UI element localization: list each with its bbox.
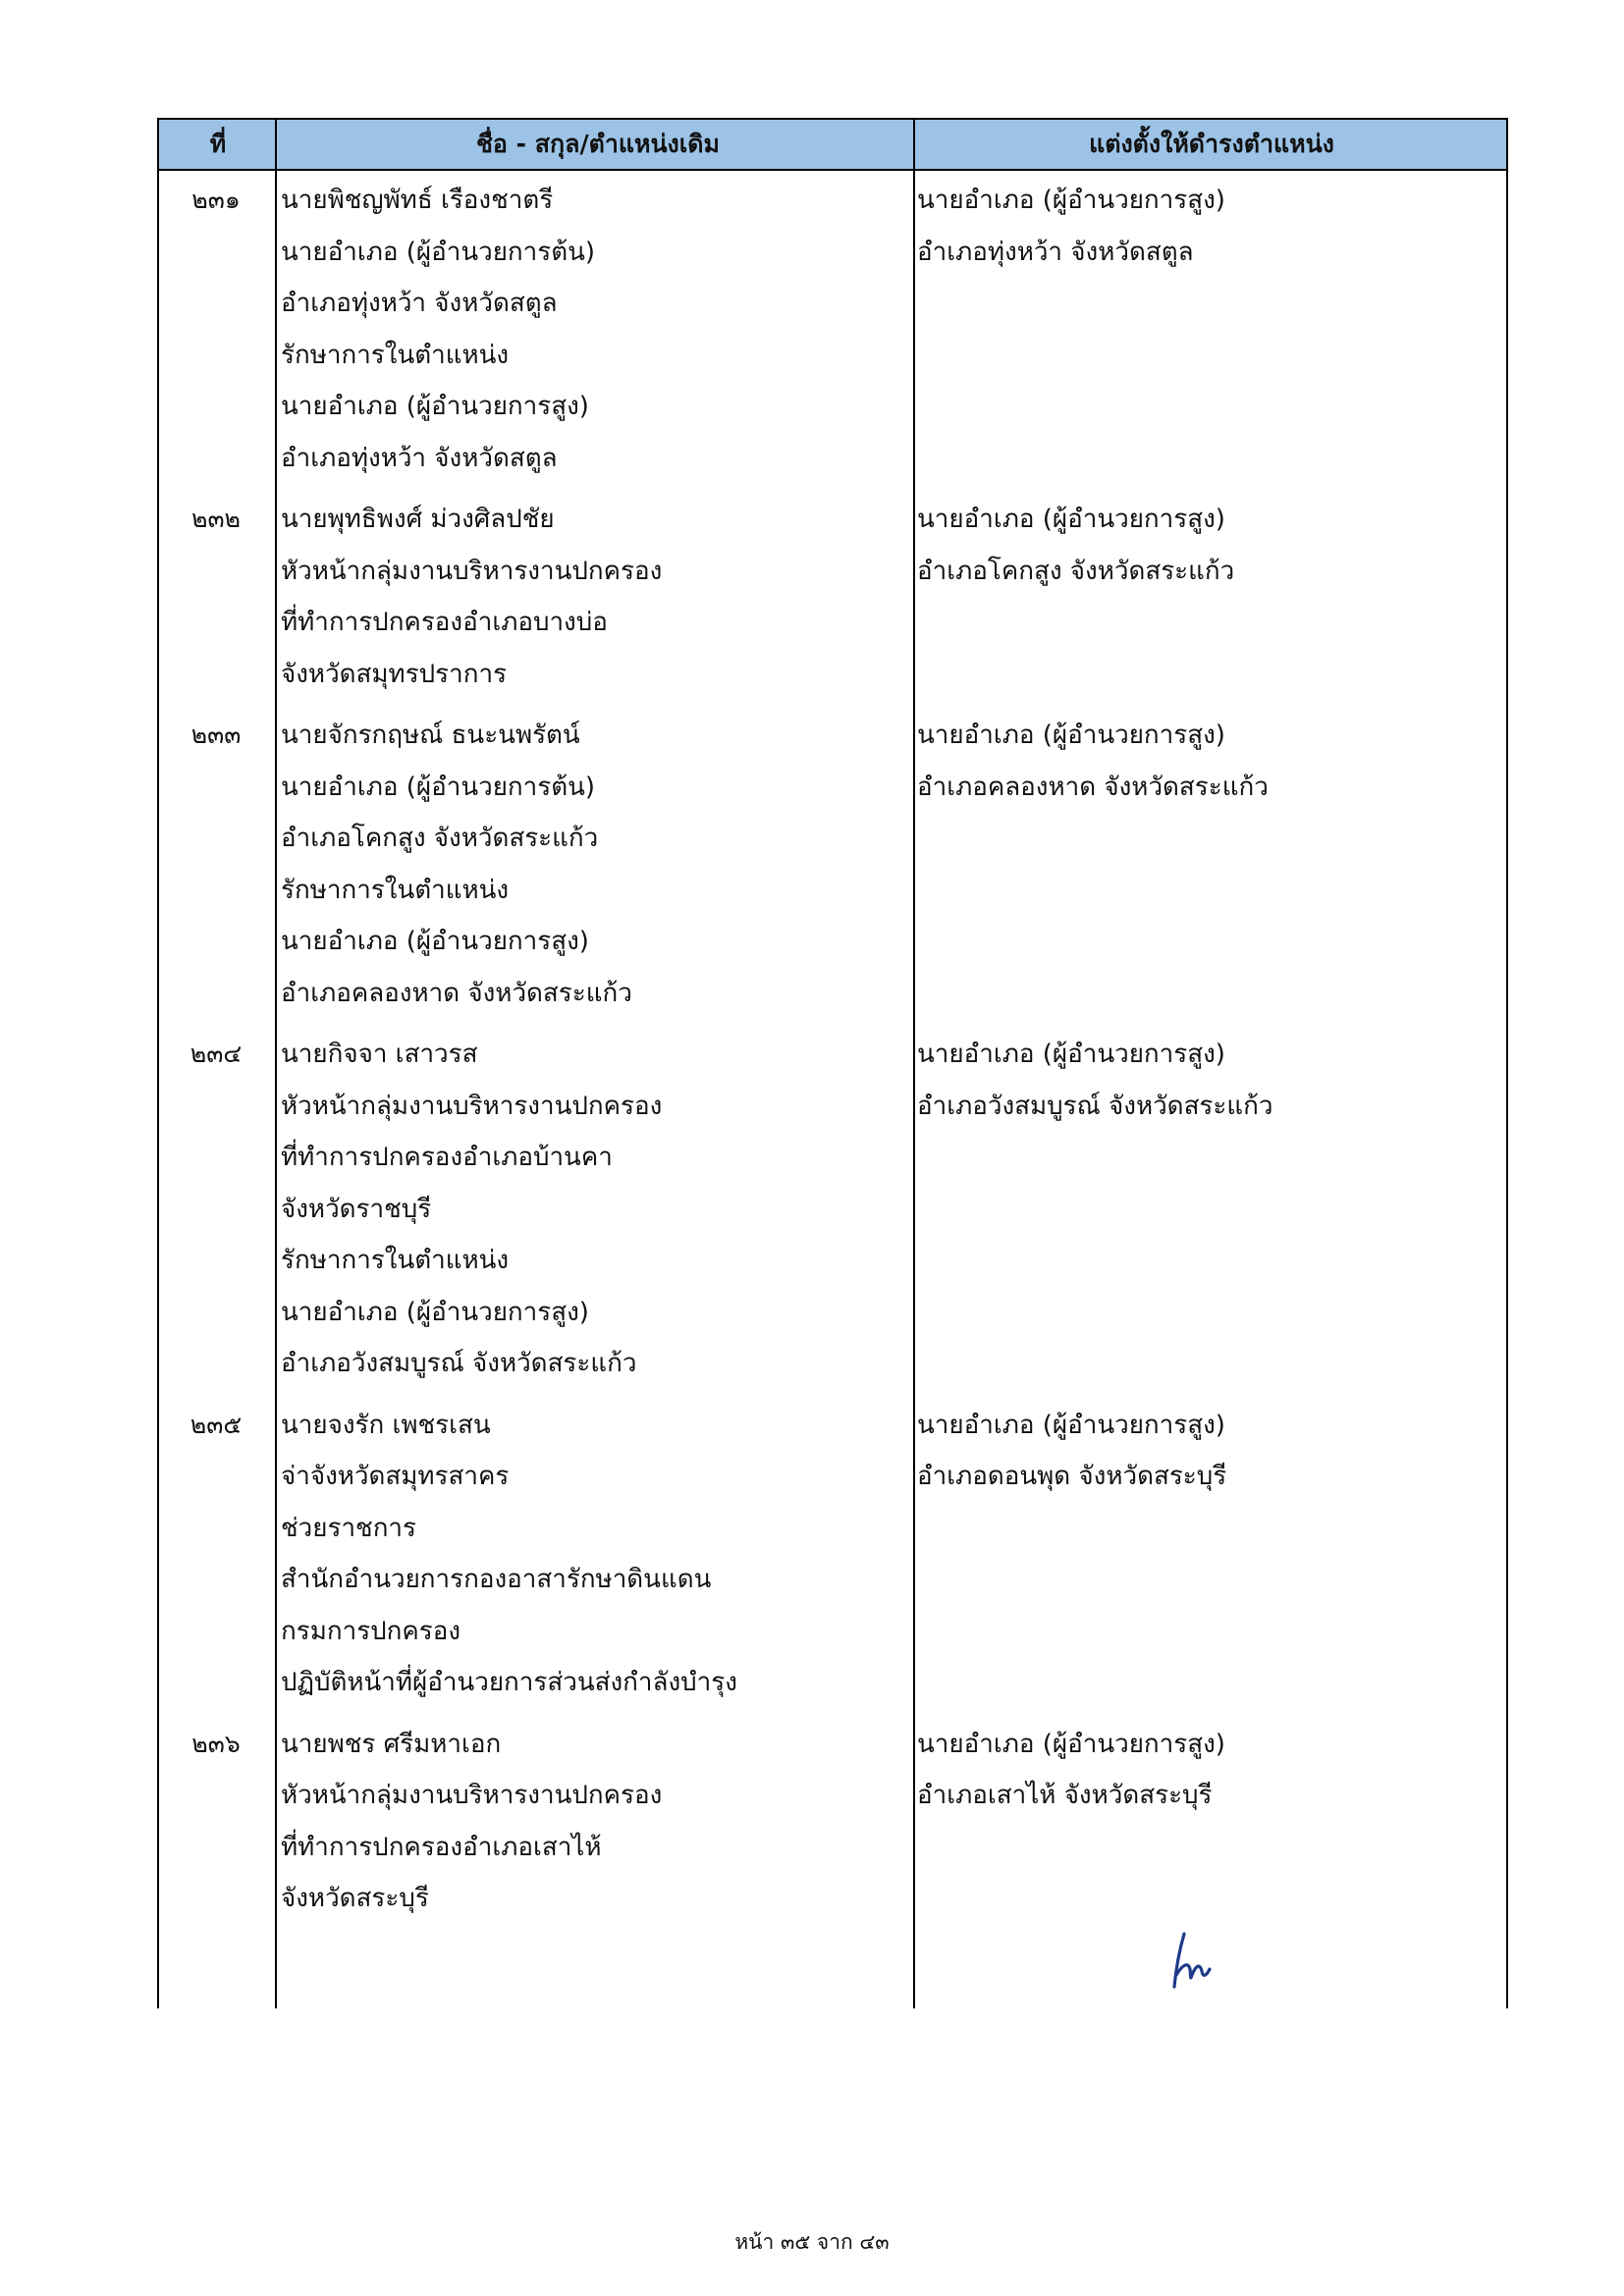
appointed-position-line: นายอำเภอ (ผู้อำนวยการสูง) (917, 186, 1225, 215)
old-position-line: ที่ทำการปกครองอำเภอบ้านคา (281, 1143, 613, 1172)
old-position-line: จังหวัดราชบุรี (281, 1194, 432, 1224)
old-position-line: นายอำเภอ (ผู้อำนวยการต้น) (281, 237, 596, 267)
old-position-line: อำเภอทุ่งหว้า จังหวัดสตูล (281, 443, 558, 473)
row-number: ๒๓๕ (189, 1410, 243, 1439)
old-position-line: จ่าจังหวัดสมุทรสาคร (281, 1462, 510, 1491)
old-position-line: นายพชร ศรีมหาเอก (281, 1729, 502, 1759)
appointed-position-line: นายอำเภอ (ผู้อำนวยการสูง) (917, 505, 1225, 534)
table-row (157, 1715, 1508, 1925)
appointed-position-line: อำเภอโคกสูง จังหวัดสระแก้ว (917, 556, 1235, 586)
old-position-line: หัวหน้ากลุ่มงานบริหารงานปกครอง (281, 1091, 663, 1121)
old-position-line: รักษาการในตำแหน่ง (281, 875, 510, 905)
header-no: ที่ (209, 130, 227, 158)
old-position-cell (281, 710, 899, 1019)
row-number: ๒๓๔ (189, 1040, 243, 1068)
old-position-line: รักษาการในตำแหน่ง (281, 340, 510, 370)
table-row (157, 490, 1508, 700)
old-position-cell (281, 175, 899, 484)
table-row (157, 171, 1508, 484)
appointed-position-cell (917, 175, 1496, 278)
row-number: ๒๓๓ (190, 721, 242, 749)
signature-mark (1170, 1926, 1229, 1995)
appointed-position-line: นายอำเภอ (ผู้อำนวยการสูง) (917, 721, 1225, 750)
appointment-table (157, 118, 1508, 2008)
appointed-position-line: อำเภอวังสมบูรณ์ จังหวัดสระแก้ว (917, 1091, 1273, 1121)
old-position-line: ที่ทำการปกครองอำเภอบางบ่อ (281, 608, 608, 637)
old-position-line: นายจักรกฤษณ์ ธนะนพรัตน์ (281, 721, 580, 750)
old-position-cell (281, 1029, 899, 1390)
row-number: ๒๓๑ (191, 186, 241, 214)
old-position-line: กรมการปกครอง (281, 1616, 461, 1646)
table-header (157, 118, 1508, 171)
old-position-line: นายอำเภอ (ผู้อำนวยการสูง) (281, 927, 589, 956)
table-body (157, 171, 1508, 1931)
old-position-line: นายพุทธิพงศ์ ม่วงศิลปชัย (281, 505, 555, 534)
old-position-cell (281, 1719, 899, 1925)
old-position-line: นายอำเภอ (ผู้อำนวยการสูง) (281, 1297, 589, 1327)
row-spacer (157, 1925, 1508, 1931)
row-number: ๒๓๒ (190, 505, 242, 533)
table-row (157, 1396, 1508, 1709)
table-row (157, 706, 1508, 1019)
appointed-position-cell (917, 710, 1496, 813)
old-position-cell (281, 1400, 899, 1709)
old-position-line: จังหวัดสมุทรปราการ (281, 659, 508, 689)
header-appointed-position: แต่งตั้งให้ดำรงตำแหน่ง (1089, 130, 1334, 158)
old-position-line: นายจงรัก เพชรเสน (281, 1410, 491, 1440)
old-position-line: นายอำเภอ (ผู้อำนวยการต้น) (281, 772, 596, 802)
old-position-line: จังหวัดสระบุรี (281, 1884, 429, 1913)
old-position-line: นายพิชญพัทธ์ เรืองชาตรี (281, 186, 554, 215)
old-position-line: หัวหน้ากลุ่มงานบริหารงานปกครอง (281, 1781, 663, 1810)
header-name-old-position: ชื่อ - สกุล/ตำแหน่งเดิม (475, 130, 721, 158)
old-position-line: อำเภอคลองหาด จังหวัดสระแก้ว (281, 978, 632, 1008)
old-position-line: รักษาการในตำแหน่ง (281, 1246, 510, 1275)
appointed-position-line: นายอำเภอ (ผู้อำนวยการสูง) (917, 1040, 1225, 1069)
old-position-line: ปฏิบัติหน้าที่ผู้อำนวยการส่วนส่งกำลังบำรุง (281, 1668, 737, 1697)
old-position-line: อำเภอวังสมบูรณ์ จังหวัดสระแก้ว (281, 1349, 637, 1378)
appointed-position-cell (917, 494, 1496, 597)
old-position-line: นายกิจจา เสาวรส (281, 1040, 478, 1069)
old-position-line: ที่ทำการปกครองอำเภอเสาไห้ (281, 1832, 602, 1862)
appointed-position-line: นายอำเภอ (ผู้อำนวยการสูง) (917, 1410, 1225, 1440)
old-position-line: อำเภอโคกสูง จังหวัดสระแก้ว (281, 824, 599, 853)
appointed-position-cell (917, 1029, 1496, 1132)
old-position-line: หัวหน้ากลุ่มงานบริหารงานปกครอง (281, 556, 663, 586)
table-row (157, 1025, 1508, 1390)
appointed-position-line: อำเภอเสาไห้ จังหวัดสระบุรี (917, 1781, 1213, 1810)
appointed-position-line: อำเภอทุ่งหว้า จังหวัดสตูล (917, 237, 1194, 267)
appointed-position-cell (917, 1719, 1496, 1822)
old-position-line: นายอำเภอ (ผู้อำนวยการสูง) (281, 392, 589, 421)
appointed-position-line: อำเภอคลองหาด จังหวัดสระแก้ว (917, 772, 1269, 802)
appointed-position-line: อำเภอดอนพุด จังหวัดสระบุรี (917, 1462, 1227, 1491)
old-position-cell (281, 494, 899, 700)
appointed-position-line: นายอำเภอ (ผู้อำนวยการสูง) (917, 1729, 1225, 1759)
old-position-line: ช่วยราชการ (281, 1513, 416, 1543)
old-position-line: อำเภอทุ่งหว้า จังหวัดสตูล (281, 289, 558, 318)
row-number: ๒๓๖ (191, 1729, 241, 1758)
page-number: หน้า ๓๕ จาก ๔๓ (734, 2230, 890, 2254)
appointed-position-cell (917, 1400, 1496, 1503)
old-position-line: สำนักอำนวยการกองอาสารักษาดินแดน (281, 1565, 712, 1594)
